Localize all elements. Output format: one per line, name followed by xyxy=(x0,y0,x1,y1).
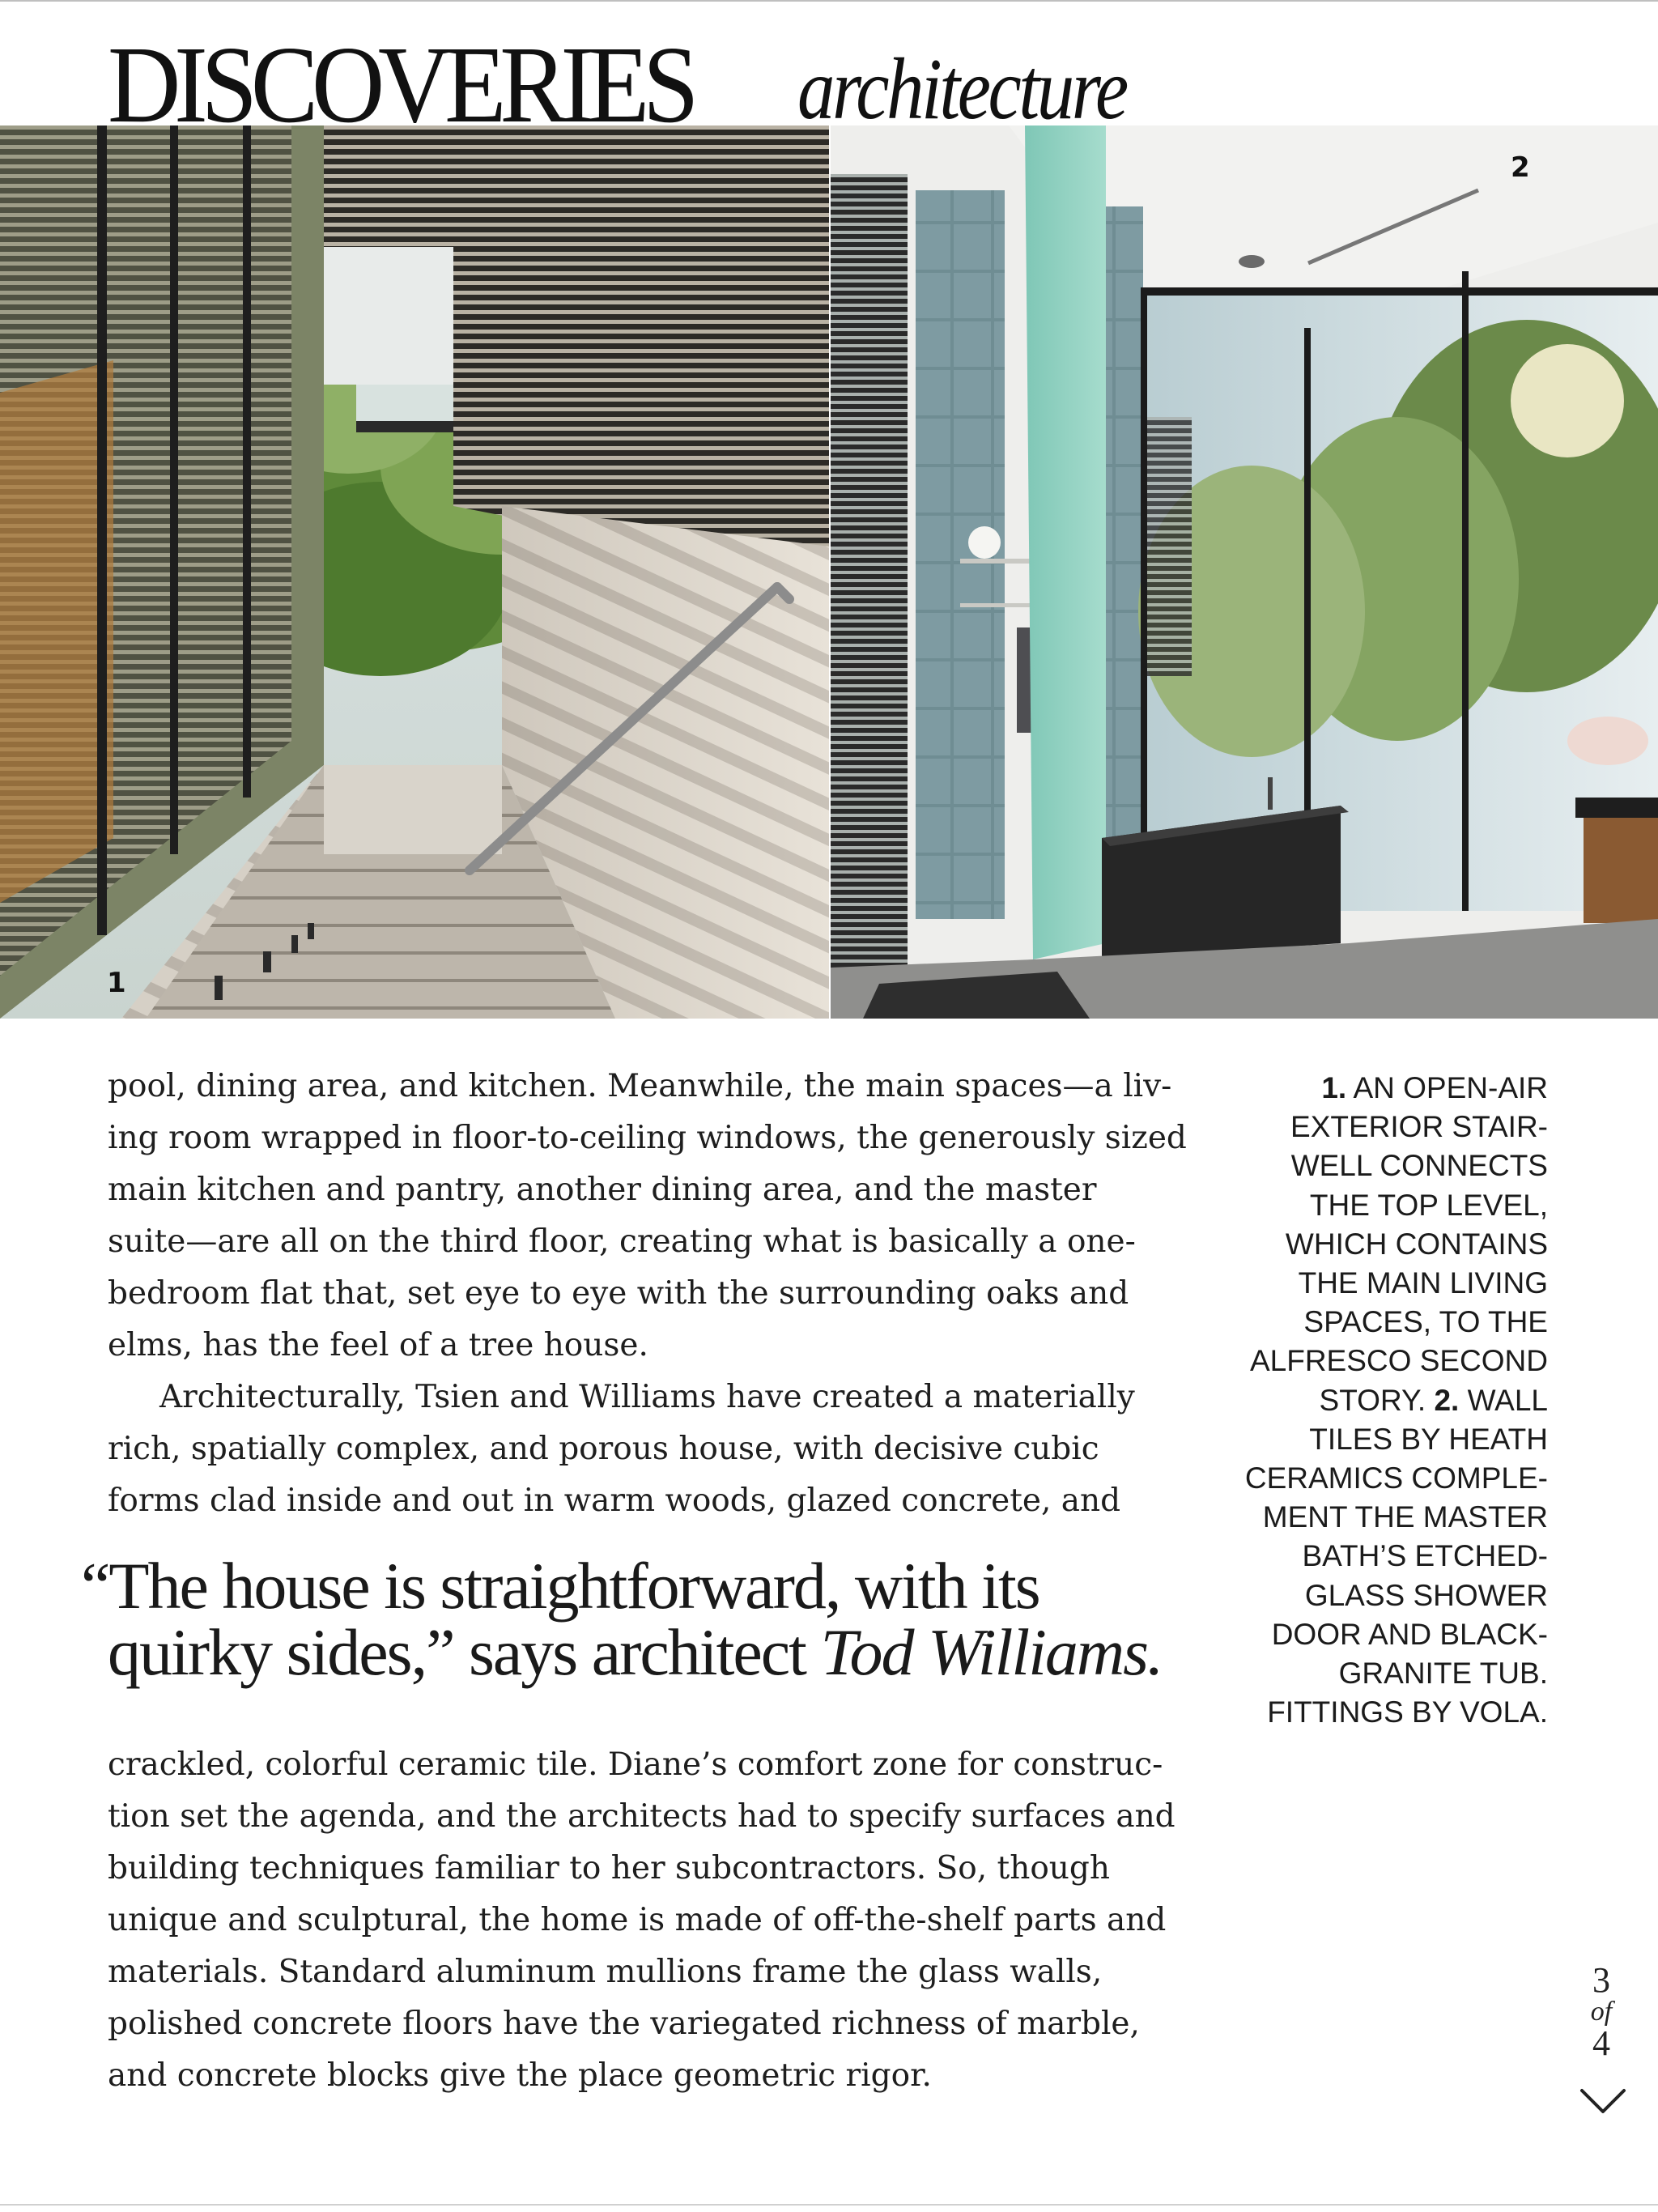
caption-number-1: 1. xyxy=(1321,1071,1347,1104)
body-line: crackled, colorful ceramic tile. Diane’s comfort zone for construc- xyxy=(108,1746,1163,1783)
caption-line: DOOR AND BLACK- xyxy=(1271,1617,1548,1651)
caption-line: GRANITE TUB. xyxy=(1338,1657,1548,1691)
page-of-label: of xyxy=(1590,1997,1613,2027)
body-line: building techniques familiar to her subcontractors. So, though xyxy=(108,1850,1111,1887)
body-line: unique and sculptural, the home is made of off-the-shelf parts and xyxy=(108,1902,1167,1938)
body-line: tion set the agenda, and the architects had to specify surfaces and xyxy=(108,1798,1175,1835)
body-line: suite—are all on the third floor, creating what is basically a one- xyxy=(108,1223,1136,1260)
body-line: polished concrete floors have the variegated richness of marble, xyxy=(108,2006,1140,2042)
photo-caption xyxy=(1214,1069,1548,1732)
stairwell-illustration xyxy=(0,125,829,1019)
pull-quote-line-2 xyxy=(81,1615,1214,1689)
body-line: forms clad inside and out in warm woods, glazed concrete, and xyxy=(108,1482,1121,1519)
body-line: and concrete blocks give the place geometric rigor. xyxy=(108,2057,932,2094)
body-line: Architecturally, Tsien and Williams have created a materially xyxy=(159,1379,1135,1415)
photo-number-1: 1 xyxy=(107,967,126,999)
body-line: elms, has the feel of a tree house. xyxy=(108,1327,648,1363)
caption-line: TILES BY HEATH xyxy=(1309,1422,1548,1456)
section-header xyxy=(108,24,1126,146)
body-line: materials. Standard aluminum mullions frame the glass walls, xyxy=(108,1954,1103,1990)
article-body-bottom xyxy=(108,1739,1176,2102)
bottom-rule xyxy=(0,2204,1658,2206)
caption-line: FITTINGS BY VOLA. xyxy=(1267,1695,1548,1729)
body-line: pool, dining area, and kitchen. Meanwhile, the main spaces—a liv- xyxy=(108,1068,1172,1104)
caption-line: WHICH CONTAINS xyxy=(1285,1227,1548,1261)
caption-line xyxy=(1214,1381,1548,1420)
body-line: ing room wrapped in floor-to-ceiling windows, the generously sized xyxy=(108,1120,1187,1156)
body-line: main kitchen and pantry, another dining area, and the master xyxy=(108,1172,1097,1208)
caption-line: EXTERIOR STAIR- xyxy=(1290,1110,1548,1144)
chevron-down-icon xyxy=(1579,2086,1627,2118)
caption-line xyxy=(1214,1069,1548,1108)
caption-line: MENT THE MASTER xyxy=(1262,1500,1548,1534)
caption-line: THE TOP LEVEL, xyxy=(1309,1188,1548,1222)
caption-line: THE MAIN LIVING xyxy=(1298,1266,1548,1300)
photo-master-bath xyxy=(831,125,1658,1019)
section-title: DISCOVERIES xyxy=(108,24,693,146)
current-page: 3 xyxy=(1592,1960,1610,2000)
caption-line: SPACES, TO THE xyxy=(1303,1305,1548,1339)
pull-quote-line-1: “The house is straightforward, with its xyxy=(81,1549,1039,1623)
body-line: rich, spatially complex, and porous house, with decisive cubic xyxy=(108,1431,1099,1467)
caption-number-2: 2. xyxy=(1434,1383,1460,1417)
caption-line: WELL CONNECTS xyxy=(1290,1149,1548,1183)
caption-line: ALFRESCO SECOND xyxy=(1249,1344,1548,1378)
caption-line: CERAMICS COMPLE- xyxy=(1244,1461,1548,1495)
pull-quote-text: quirky sides,” says architect xyxy=(108,1615,821,1689)
photo-stairwell xyxy=(0,125,829,1019)
page-indicator xyxy=(1574,1961,1629,2063)
pull-quote xyxy=(81,1549,1214,1689)
photo-number-2: 2 xyxy=(1511,151,1530,184)
caption-line: GLASS SHOWER xyxy=(1304,1578,1548,1612)
pull-quote-attribution: Tod Williams. xyxy=(820,1615,1163,1689)
total-pages: 4 xyxy=(1592,2023,1610,2063)
top-rule xyxy=(0,0,1658,2)
body-line: bedroom flat that, set eye to eye with the surrounding oaks and xyxy=(108,1275,1129,1312)
caption-text: AN OPEN-AIR xyxy=(1346,1071,1548,1104)
caption-text: WALL xyxy=(1459,1383,1548,1417)
article-body-top xyxy=(108,1061,1187,1527)
bath-illustration xyxy=(831,125,1658,1019)
section-subtitle: architecture xyxy=(797,41,1126,138)
caption-line: BATH’S ETCHED- xyxy=(1302,1539,1548,1573)
next-page-button[interactable] xyxy=(1579,2086,1627,2118)
caption-text: STORY. xyxy=(1319,1383,1435,1417)
